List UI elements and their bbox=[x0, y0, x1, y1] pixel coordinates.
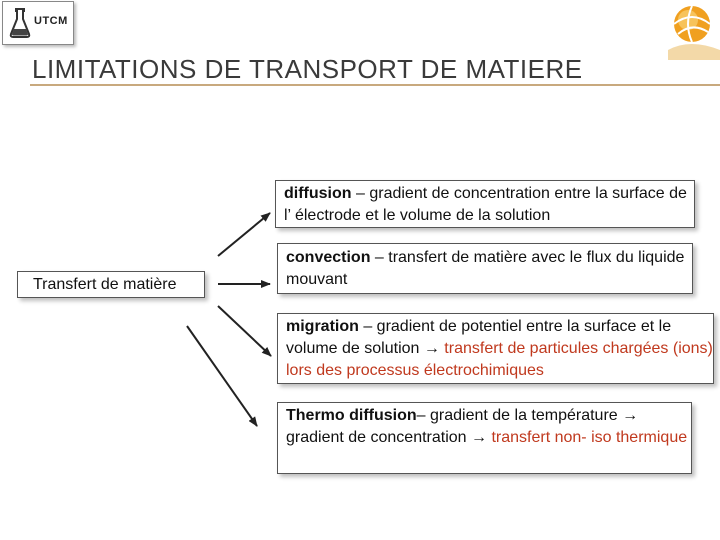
migration-highlight: transfert de particules chargées (ions) lors des processus électrochimiques bbox=[286, 340, 713, 379]
flask-logo-icon bbox=[9, 7, 31, 39]
thermo-box bbox=[277, 402, 692, 474]
thermo-arrow-1: → bbox=[622, 407, 639, 424]
arrow-to-migration bbox=[218, 306, 271, 356]
arrow-to-diffusion bbox=[218, 213, 270, 256]
utcm-logo bbox=[2, 1, 74, 45]
source-box bbox=[17, 271, 205, 298]
convection-term: convection bbox=[286, 249, 371, 266]
thermo-highlight: transfert non- iso thermique bbox=[487, 429, 688, 446]
thermo-term: Thermo diffusion bbox=[286, 407, 417, 424]
thermo-text-1: – gradient de la température bbox=[416, 407, 623, 424]
logo-text: UTCM bbox=[34, 15, 68, 27]
migration-box bbox=[277, 313, 714, 384]
slide-title: LIMITATIONS DE TRANSPORT DE MATIERE bbox=[32, 54, 583, 84]
title-underline bbox=[30, 84, 720, 86]
convection-box bbox=[277, 243, 693, 294]
thermo-text-2: gradient de concentration bbox=[286, 429, 472, 446]
diffusion-text: – gradient de concentration entre la surface de l’ électrode et le volume de la solution bbox=[284, 185, 687, 224]
arrow-to-thermo bbox=[187, 326, 257, 426]
migration-text: – gradient de potentiel entre la surface et le volume de solution bbox=[286, 318, 672, 357]
diffusion-box bbox=[275, 180, 695, 228]
migration-term: migration bbox=[286, 318, 359, 335]
thermo-arrow-2: → bbox=[471, 429, 488, 446]
source-label: Transfert de matière bbox=[33, 276, 177, 293]
orange-sphere-icon bbox=[660, 0, 720, 60]
convection-text: – transfert de matière avec le flux du liquide mouvant bbox=[286, 249, 685, 288]
diffusion-term: diffusion bbox=[284, 185, 352, 202]
migration-arrow: → bbox=[423, 340, 440, 357]
